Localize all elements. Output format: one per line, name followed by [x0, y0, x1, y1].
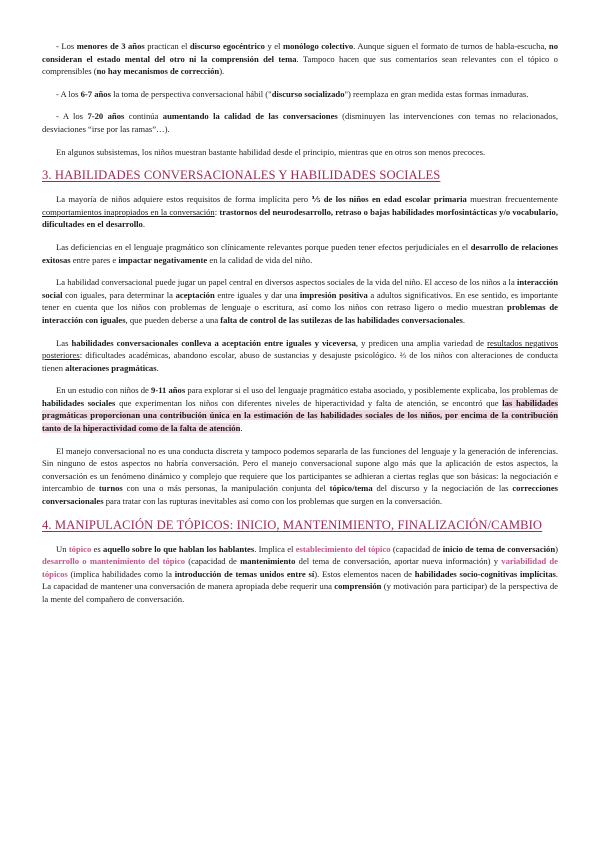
section-heading-4: 4. MANIPULACIÓN DE TÓPICOS: INICIO, MANTENIMIENTO, FINALIZACIÓN/CAMBIO — [42, 517, 543, 532]
paragraph-management: El manejo conversacional no es una conducta discreta y tampoco podemos separarla de las funciones del lenguaje y la generación de inferencias. Sin ninguno de estos aspectos no habría conversación. Pero el manejo conversacional supone algo más que la aplicación de estos aspectos, la conversación es un fenómeno dinámico y complejo que requiere que los participantes se adhieran a ciertas reglas que son básicas: la negociación e intercambio de turnos con una o más personas, la manipulación conjunta del tópico/tema del discurso y la negociación de las correcciones conversacionales para tratar con las rupturas inevitables así como con los problemas que surgen en la conversación. — [42, 445, 558, 507]
paragraph-conversational-ability: La habilidad conversacional puede jugar un papel central en diversos aspectos sociales de la vida del niño. El acceso de los niños a la interacción social con iguales, para determinar la aceptación entre iguales y dar una impresión positiva a adultos significativos. En ese sentido, es importante tener en cuenta que los niños con problemas de lenguaje o escritura, así como los niños con retraso ligero o medio muestran problemas de interacción con iguales, que pueden deberse a una falta de control de las sutilezas de las habilidades conversacionales. — [42, 277, 558, 325]
section-heading-3: 3. HABILIDADES CONVERSACIONALES Y HABILIDADES SOCIALES — [42, 168, 441, 183]
paragraph-acceptance: Las habilidades conversacionales conlleva a aceptación entre iguales y viceversa, y predicen una amplia variedad de resultados negativos posteriores: dificultades académicas, abandono escolar, abuso de sustancias y desajuste psicológico. ⅔ de los niños con alteraciones de conducta tienen alteraciones pragmáticas. — [42, 337, 558, 373]
paragraph-7-20: - A los 7-20 años continúa aumentando la calidad de las conversaciones (disminuyen las intervenciones con temas no relacionados, desviaciones “irse por las ramas”…). — [42, 111, 558, 134]
paragraph-under-3: - Los menores de 3 años practican el discurso egocéntrico y el monólogo colectivo. Aunque siguen el formato de turnos de habla-escucha, no consideran el estado mental del otro ni la comprensión del tema. Tampoco hacen que sus comentarios sean relevantes con el tópico o comprensibles (no hay mecanismos de corrección). — [42, 41, 558, 77]
paragraph-6-7: - A los 6-7 años la toma de perspectiva conversacional hábil ("discurso socializado") reemplaza en gran medida estas formas inmaduras. — [56, 88, 529, 99]
highlighted-finding: las habilidades pragmáticas proporcionan una contribución única en la estimación de las habilidades sociales de los niños, por encima de la contribución tanto de la hiperactividad como de la falta de atención — [42, 397, 558, 434]
paragraph-deficiencies: Las deficiencias en el lenguaje pragmático son clínicamente relevantes porque pueden tener efectos perjudiciales en el desarrollo de relaciones exitosas entre pares e impactar negativamente en la calidad de vida del niño. — [42, 241, 558, 265]
paragraph-topic: Un tópico es aquello sobre lo que hablan los hablantes. Implica el establecimiento del tópico (capacidad de inicio de tema de conversación) desarrollo o mantenimiento del tópico (capacidad de mantenimiento del tema de conversación, aportar nueva información) y variabilidad de tópicos (implica habilidades como la introducción de temas unidos entre sí). Estos elementos nacen de habilidades socio-cognitivas implícitas. La capacidad de mantener una conversación de manera apropiada debe requerir una comprensión (y motivación para participar) de la perspectiva de la mente del compañero de conversación. — [42, 543, 559, 604]
paragraph-subsystems: En algunos subsistemas, los niños muestran bastante habilidad desde el principio, mientras que en otros son menos precoces. — [56, 146, 486, 157]
paragraph-study: En un estudio con niños de 9-11 años para explorar si el uso del lenguaje pragmático estaba asociado, y posiblemente explicaba, los problemas de habilidades sociales que experimentan los niños con diferentes niveles de hiperactividad y falta de atención, se encontró que las habilidades pragmáticas proporcionan una contribución única en la estimación de las habilidades sociales de los niños, por encima de la contribución tanto de la hiperactividad como de la falta de atención. — [42, 385, 558, 434]
paragraph-requirements: La mayoría de niños adquiere estos requisitos de forma implícita pero ⅕ de los niños en edad escolar primaria muestran frecuentemente comportamientos inapropiados en la conversación: trastornos del neurodesarrollo, retraso o bajas habilidades morfosintácticas y/o vocabulario, dificultades en el desarrollo. — [42, 194, 558, 230]
